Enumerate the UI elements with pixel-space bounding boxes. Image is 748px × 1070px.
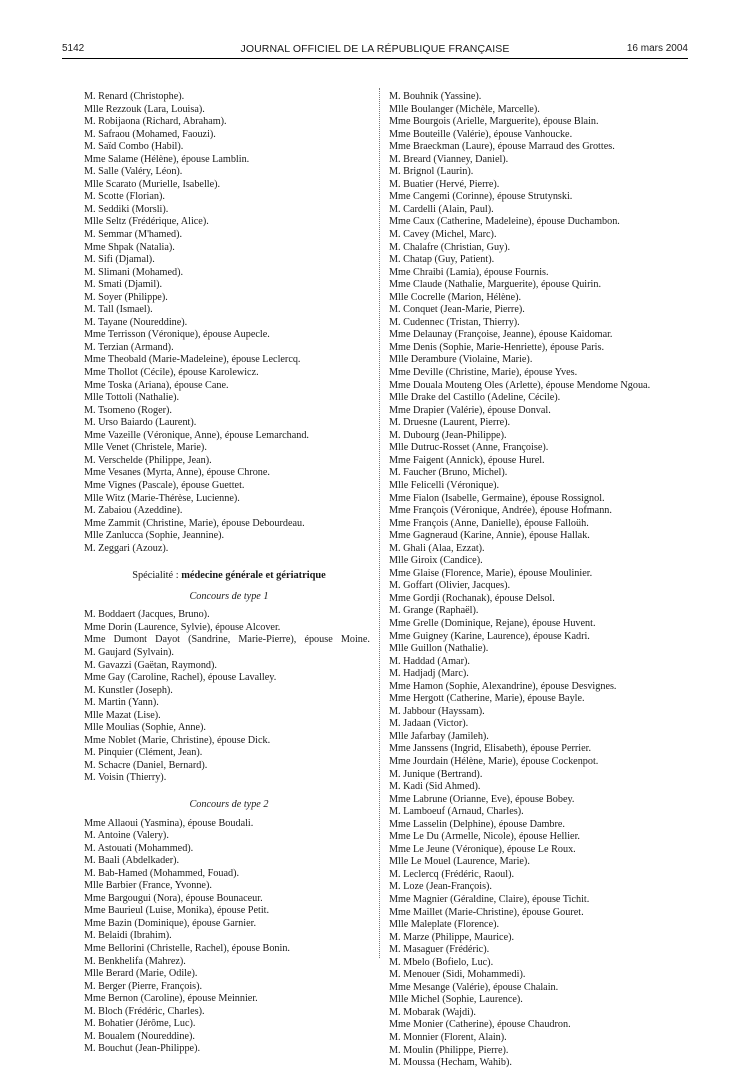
list-item: M. Berger (Pierre, François). [84, 980, 203, 992]
list-item: Mme François (Véronique, Andrée), épouse Hofmann. [389, 505, 612, 517]
list-item: M. Astouati (Mohammed). [84, 842, 194, 854]
list-item: M. Bohatier (Jérôme, Luc). [84, 1018, 196, 1030]
list-item: Mme François (Anne, Danielle), épouse Falloüh. [389, 517, 589, 529]
list-item: Mme Labrune (Orianne, Eve), épouse Bobey. [389, 793, 575, 805]
list-item: M. Bouchut (Jean-Philippe). [84, 1043, 201, 1055]
list-item: Mme Vazeille (Véronique, Anne), épouse Lemarchand. [84, 429, 309, 441]
list-item: M. Buatier (Hervé, Pierre). [389, 178, 500, 190]
list-item: Mme Zammit (Christine, Marie), épouse Debourdeau. [84, 517, 305, 529]
list-item: M. Dubourg (Jean-Philippe). [389, 429, 507, 441]
word: Marie-Pierre), [238, 634, 297, 646]
concours-1-list-a [84, 609, 374, 634]
list-item: Mme Gordji (Rochanak), épouse Delsol. [389, 592, 555, 604]
list-item: M. Cudennec (Tristan, Thierry). [389, 316, 520, 328]
list-item: Mlle Barbier (France, Yvonne). [84, 880, 212, 892]
list-item: M. Chalafre (Christian, Guy). [389, 241, 511, 253]
list-item: Mme Chraibi (Lamia), épouse Fournis. [389, 266, 549, 278]
list-item: M. Menouer (Sidi, Mohammedi). [389, 969, 526, 981]
list-item: Mlle Guillon (Nathalie). [389, 643, 489, 655]
list-item: Mlle Berard (Marie, Odile). [84, 968, 198, 980]
list-item: M. Boualem (Noureddine). [84, 1030, 195, 1042]
list-item: Mme Baurieul (Luise, Monika), épouse Petit. [84, 905, 270, 917]
list-item: Mlle Drake del Castillo (Adeline, Cécile). [389, 392, 561, 404]
list-item: M. Druesne (Laurent, Pierre). [389, 417, 511, 429]
list-item: Mme Hergott (Catherine, Marie), épouse Bayle. [389, 693, 585, 705]
list-item: Mme Toska (Ariana), épouse Cane. [84, 379, 229, 391]
list-item: M. Moulin (Philippe, Pierre). [389, 1044, 509, 1056]
list-item: Mme Deville (Christine, Marie), épouse Yves. [389, 367, 578, 379]
list-item: Mlle Giroix (Candice). [389, 555, 483, 567]
list-item: Mme Lasselin (Delphine), épouse Dambre. [389, 818, 565, 830]
list-item: Mlle Michel (Sophie, Laurence). [389, 994, 523, 1006]
list-item: M. Zabaiou (Azeddine). [84, 505, 183, 517]
list-item: M. Jabbour (Hayssam). [389, 705, 485, 717]
list-item: Mme Glaise (Florence, Marie), épouse Moulinier. [389, 567, 593, 579]
list-item: Mlle Le Mouel (Laurence, Marie). [389, 856, 530, 868]
right-column [389, 91, 689, 1070]
list-item: Mlle Witz (Marie-Thérèse, Lucienne). [84, 492, 240, 504]
word: Moine. [340, 634, 370, 646]
list-item: Mme Jourdain (Hélène, Marie), épouse Cockenpot. [389, 755, 599, 767]
list-item: M. Voisin (Thierry). [84, 772, 167, 784]
list-item: M. Terzian (Armand). [84, 341, 174, 353]
list-item: M. Tsomeno (Roger). [84, 404, 172, 416]
list-item: Mme Bargougui (Nora), épouse Bounaceur. [84, 892, 263, 904]
word: Mme [84, 634, 106, 646]
list-item: M. Hadjadj (Marc). [389, 668, 469, 680]
list-item: Mme Terrisson (Véronique), épouse Aupecle. [84, 329, 270, 341]
list-item: Mlle Boulanger (Michèle, Marcelle). [389, 103, 540, 115]
list-item: M. Grange (Raphaël). [389, 605, 479, 617]
list-item: Mlle Mazat (Lise). [84, 709, 161, 721]
list-item: Mme Caux (Catherine, Madeleine), épouse Duchambon. [389, 216, 620, 228]
list-item: Mme Grelle (Dominique, Rejane), épouse Huvent. [389, 617, 596, 629]
list-item: Mme Shpak (Natalia). [84, 241, 175, 253]
left-column [84, 91, 374, 1056]
page-number: 5142 [62, 43, 85, 54]
list-item: Mlle Cocrelle (Marion, Hélène). [389, 291, 522, 303]
list-item: Mme Vignes (Pascale), épouse Guettet. [84, 479, 245, 491]
list-item: Mme Dorin (Laurence, Sylvie), épouse Alcover. [84, 621, 281, 633]
word: Dumont [113, 634, 148, 646]
list-item: M. Monnier (Florent, Alain). [389, 1032, 507, 1044]
list-item: Mme Bourgois (Arielle, Marguerite), épouse Blain. [389, 116, 599, 128]
list-item: Mlle Venet (Christele, Marie). [84, 442, 207, 454]
list-item: M. Schacre (Daniel, Bernard). [84, 759, 208, 771]
column-divider [379, 88, 380, 958]
list-item: Mme Denis (Sophie, Marie-Henriette), épouse Paris. [389, 341, 605, 353]
list-item: M. Junique (Bertrand). [389, 768, 483, 780]
list-item: M. Mobarak (Wajdi). [389, 1006, 476, 1018]
list-item: Mlle Tottoli (Nathalie). [84, 392, 180, 404]
list-item: Mlle Zanlucca (Sophie, Jeannine). [84, 530, 225, 542]
list-item: M. Jadaan (Victor). [389, 718, 469, 730]
list-item: M. Goffart (Olivier, Jacques). [389, 580, 511, 592]
list-item: Mme Bouteille (Valérie), épouse Vanhoucke. [389, 128, 573, 140]
list-item: Mme Gay (Caroline, Rachel), épouse Lavalley. [84, 672, 277, 684]
list-item: M. Brignol (Laurin). [389, 166, 474, 178]
word: épouse [304, 634, 333, 646]
list-item: M. Salle (Valéry, Léon). [84, 166, 183, 178]
list-item: M. Kunstler (Joseph). [84, 684, 173, 696]
list-item: M. Sifi (Djamal). [84, 254, 155, 266]
list-item: M. Semmar (M'hamed). [84, 229, 183, 241]
list-item: M. Bab-Hamed (Mohammed, Fouad). [84, 867, 240, 879]
list-item: M. Martin (Yann). [84, 697, 159, 709]
list-item: Mme Hamon (Sophie, Alexandrine), épouse Desvignes. [389, 680, 617, 692]
list-item: M. Bouhnik (Yassine). [389, 91, 482, 102]
list-item: Mme Monier (Catherine), épouse Chaudron. [389, 1019, 571, 1031]
list-item: M. Loze (Jean-François). [389, 881, 492, 893]
list-item: Mlle Derambure (Violaine, Marie). [389, 354, 533, 366]
list-item [84, 634, 370, 647]
list-item: Mlle Scarato (Murielle, Isabelle). [84, 178, 221, 190]
list-item: Mlle Rezzouk (Lara, Louisa). [84, 103, 205, 115]
list-item: Mlle Jafarbay (Jamileh). [389, 730, 489, 742]
list-item: Mlle Maleplate (Florence). [389, 919, 500, 931]
list-item: Mlle Seltz (Frédérique, Alice). [84, 216, 209, 228]
list-item: Mme Allaoui (Yasmina), épouse Boudali. [84, 817, 254, 829]
list-item: Mme Drapier (Valérie), épouse Donval. [389, 404, 551, 416]
list-item: Mme Braeckman (Laure), épouse Marraud des Grottes. [389, 141, 615, 153]
list-item: M. Renard (Christophe). [84, 91, 185, 102]
list-item: M. Breard (Vianney, Daniel). [389, 153, 509, 165]
list-item: M. Baali (Abdelkader). [84, 855, 180, 867]
list-item: M. Robijaona (Richard, Abraham). [84, 116, 227, 128]
list-item: Mme Maillet (Marie-Christine), épouse Gouret. [389, 906, 584, 918]
list-item: M. Scotte (Florian). [84, 191, 165, 203]
word: (Sandrine, [188, 634, 231, 646]
list-item: Mme Douala Mouteng Oles (Arlette), épouse Mendome Ngoua. [389, 379, 651, 391]
list-item: Mme Mesange (Valérie), épouse Chalain. [389, 981, 559, 993]
list-item: M. Kadi (Sid Ahmed). [389, 781, 481, 793]
list-item: M. Saïd Combo (Habil). [84, 141, 184, 153]
list-item: Mme Bernon (Caroline), épouse Meinnier. [84, 993, 258, 1005]
list-item: M. Benkhelifa (Mahrez). [84, 955, 186, 967]
concours-1-list-b [84, 647, 374, 785]
list-item: Mme Guigney (Karine, Laurence), épouse Kadri. [389, 630, 590, 642]
concours-type-2-heading: Concours de type 2 [189, 798, 269, 810]
issue-date: 16 mars 2004 [626, 43, 688, 54]
list-item: Mlle Moulias (Sophie, Anne). [84, 722, 206, 734]
page-header [62, 40, 688, 59]
list-item: M. Mbelo (Bofielo, Luc). [389, 956, 494, 968]
list-item: Mme Theobald (Marie-Madeleine), épouse Leclercq. [84, 354, 301, 366]
list-item: M. Marze (Philippe, Maurice). [389, 931, 515, 943]
list-item: M. Bloch (Frédéric, Charles). [84, 1005, 205, 1017]
list-item: Mme Cangemi (Corinne), épouse Strutynski. [389, 191, 573, 203]
list-item: M. Soyer (Philippe). [84, 291, 168, 303]
name-list [84, 91, 374, 555]
list-item: M. Cavey (Michel, Marc). [389, 229, 497, 241]
specialty-prefix: Spécialité : [132, 570, 182, 582]
list-item: M. Lamboeuf (Arnaud, Charles). [389, 806, 524, 818]
specialty-name: médecine générale et gériatrique [181, 570, 326, 582]
specialty-heading [84, 570, 374, 583]
journal-title: JOURNAL OFFICIEL DE LA RÉPUBLIQUE FRANÇAISE [240, 43, 510, 55]
list-item: M. Belaidi (Ibrahim). [84, 930, 172, 942]
list-item: Mme Delaunay (Françoise, Jeanne), épouse Kaidomar. [389, 329, 613, 341]
list-item: Mme Gagneraud (Karine, Annie), épouse Hallak. [389, 530, 590, 542]
name-list [389, 91, 689, 1070]
list-item: Mme Fialon (Isabelle, Germaine), épouse Rossignol. [389, 492, 605, 504]
list-item: M. Haddad (Amar). [389, 655, 470, 667]
concours-2-list [84, 818, 374, 1056]
list-item: Mme Le Jeune (Véronique), épouse Le Roux. [389, 843, 576, 855]
list-item: Mlle Felicelli (Véronique). [389, 479, 500, 491]
list-item: Mme Claude (Nathalie, Marguerite), épouse Quirin. [389, 279, 601, 291]
list-item: M. Zeggari (Azouz). [84, 542, 169, 554]
list-item: Mme Janssens (Ingrid, Elisabeth), épouse Perrier. [389, 743, 592, 755]
list-item: Mme Bazin (Dominique), épouse Garnier. [84, 917, 257, 929]
list-item: M. Tall (Ismael). [84, 304, 153, 316]
list-item: Mme Bellorini (Christelle, Rachel), épouse Bonin. [84, 943, 290, 954]
list-item: M. Safraou (Mohamed, Faouzi). [84, 128, 216, 140]
list-item: Mme Salame (Hélène), épouse Lamblin. [84, 153, 250, 165]
list-item: M. Leclercq (Frédéric, Raoul). [389, 868, 515, 880]
list-item: M. Cardelli (Alain, Paul). [389, 203, 494, 215]
list-item: M. Verschelde (Philippe, Jean). [84, 454, 212, 466]
word: Dayot [155, 634, 181, 646]
list-item: Mme Magnier (Géraldine, Claire), épouse Tichit. [389, 894, 590, 905]
list-item: M. Antoine (Valery). [84, 830, 169, 842]
list-item: M. Gaujard (Sylvain). [84, 646, 174, 658]
list-item: M. Slimani (Mohamed). [84, 266, 184, 278]
list-item: Mme Le Du (Armelle, Nicole), épouse Hellier. [389, 831, 580, 843]
list-item: Mme Vesanes (Myrta, Anne), épouse Chrone. [84, 467, 270, 479]
list-item: M. Ghali (Alaa, Ezzat). [389, 542, 485, 554]
list-item: M. Boddaert (Jacques, Bruno). [84, 609, 210, 621]
list-item: Mme Thollot (Cécile), épouse Karolewicz. [84, 367, 259, 379]
list-item: M. Pinquier (Clément, Jean). [84, 747, 203, 759]
list-item: M. Chatap (Guy, Patient). [389, 254, 495, 266]
list-item: M. Conquet (Jean-Marie, Pierre). [389, 304, 525, 316]
list-item: M. Smati (Djamil). [84, 279, 163, 291]
list-item: M. Tayane (Noureddine). [84, 316, 188, 328]
list-item: Mme Faigent (Annick), épouse Hurel. [389, 454, 545, 466]
list-item: M. Urso Baiardo (Laurent). [84, 417, 197, 429]
list-item: M. Faucher (Bruno, Michel). [389, 467, 508, 479]
list-item: Mlle Dutruc-Rosset (Anne, Françoise). [389, 442, 549, 454]
list-item: M. Gavazzi (Gaëtan, Raymond). [84, 659, 217, 671]
list-item: M. Seddiki (Morsli). [84, 203, 169, 215]
list-item: Mme Noblet (Marie, Christine), épouse Dick. [84, 734, 271, 746]
list-item: M. Moussa (Hecham, Wahib). [389, 1057, 512, 1069]
concours-type-1-heading: Concours de type 1 [189, 590, 269, 602]
list-item: M. Masaguer (Frédéric). [389, 944, 490, 956]
